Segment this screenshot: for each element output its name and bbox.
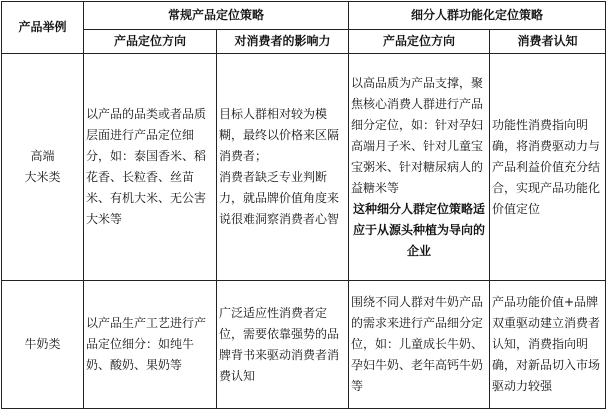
seg-cognition-cell bbox=[490, 54, 606, 281]
seg-direction-text: 以高品质为产品支撑，聚焦核心消费人群进行产品细分定位，如：针对孕妇高端月子米、针对儿童宝宝粥米、针对糖尿病人的益糖米等 bbox=[351, 75, 484, 195]
conv-direction-cell bbox=[84, 54, 217, 281]
table-row bbox=[2, 54, 606, 281]
conv-direction-text: 以产品的品类或者品质层面进行产品定位细分，如：泰国香米、稻花香、长粒香、丝苗米、有机大米、无公害大米等 bbox=[86, 107, 207, 226]
product-cell bbox=[2, 54, 84, 281]
header-row-groups bbox=[2, 2, 606, 30]
header-row-sub bbox=[2, 30, 606, 54]
header-positioning-direction: 产品定位方向 bbox=[84, 30, 217, 54]
header-segmented-strategy: 细分人群功能化定位策略 bbox=[349, 2, 606, 30]
seg-cognition-text: 功能性消费指向明确，将消费驱动力与产品利益价值充分结合，实现产品功能化价值定位 bbox=[492, 117, 601, 216]
seg-direction-cell bbox=[349, 54, 490, 281]
header-positioning-direction-2: 产品定位方向 bbox=[349, 30, 490, 54]
conv-impact-text: 目标人群相对较为模糊，最终以价格来区隔消费者； 消费者缺乏专业判断力，就品牌价值角度来说很难洞察消费者心智 bbox=[219, 107, 340, 226]
conv-impact-cell bbox=[217, 54, 349, 281]
seg-cognition-cell bbox=[490, 281, 606, 409]
header-product-example: 产品举例 bbox=[2, 2, 84, 54]
conv-direction-text: 以产品生产工艺进行产品定位细分：如纯牛奶、酸奶、果奶等 bbox=[86, 316, 207, 372]
header-consumer-cognition: 消费者认知 bbox=[490, 30, 606, 54]
table-row bbox=[2, 281, 606, 409]
seg-cognition-text: 产品功能价值+品牌双重驱动建立消费者认知，消费指向明确，对新品切入市场驱动力较强 bbox=[492, 295, 601, 393]
conv-impact-cell bbox=[217, 281, 349, 409]
seg-direction-text: 围绕不同人群对牛奶产品的需求来进行产品细分定位，如：儿童成长牛奶、孕妇牛奶、老年高钙牛奶等 bbox=[351, 295, 484, 393]
seg-direction-bold-note: 这种细分人群定位策略适应于从源头种植为导向的企业 bbox=[353, 201, 486, 258]
header-consumer-impact: 对消费者的影响力 bbox=[217, 30, 349, 54]
comparison-table bbox=[1, 1, 606, 409]
product-cell bbox=[2, 281, 84, 409]
product-name: 牛奶类 bbox=[24, 337, 61, 351]
header-conventional-strategy: 常规产品定位策略 bbox=[84, 2, 349, 30]
product-name: 高端 大米类 bbox=[24, 149, 61, 184]
seg-direction-cell bbox=[349, 281, 490, 409]
conv-direction-cell bbox=[84, 281, 217, 409]
conv-impact-text: 广泛适应性消费者定位，需要依靠强势的品牌背书来驱动消费者消费认知 bbox=[219, 305, 340, 383]
